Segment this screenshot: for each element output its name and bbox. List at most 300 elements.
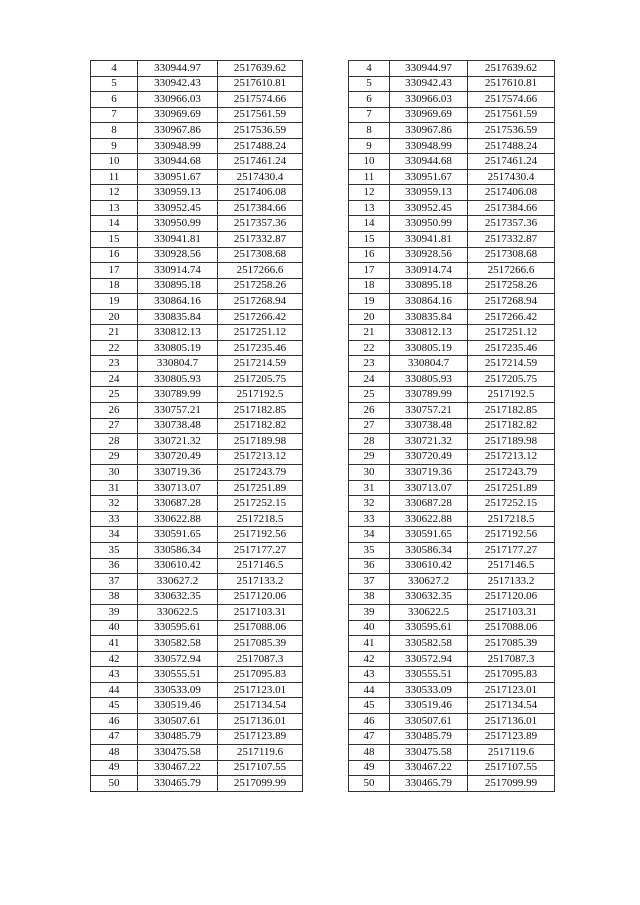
x-coordinate-cell: 330805.19 <box>138 340 218 356</box>
y-coordinate-cell: 2517332.87 <box>468 232 555 248</box>
table-row <box>349 200 555 216</box>
point-number-cell: 16 <box>91 247 138 263</box>
table-row <box>349 480 555 496</box>
point-number-cell: 25 <box>349 387 390 403</box>
y-coordinate-cell: 2517099.99 <box>218 776 303 792</box>
x-coordinate-cell: 330967.86 <box>390 123 468 139</box>
x-coordinate-cell: 330595.61 <box>138 620 218 636</box>
point-number-cell: 30 <box>91 465 138 481</box>
y-coordinate-cell: 2517192.56 <box>218 527 303 543</box>
x-coordinate-cell: 330627.2 <box>138 574 218 590</box>
x-coordinate-cell: 330812.13 <box>390 325 468 341</box>
y-coordinate-cell: 2517087.3 <box>468 651 555 667</box>
y-coordinate-cell: 2517252.15 <box>218 496 303 512</box>
table-row <box>91 620 303 636</box>
table-row <box>91 185 303 201</box>
point-number-cell: 15 <box>349 232 390 248</box>
point-number-cell: 45 <box>91 698 138 714</box>
x-coordinate-cell: 330952.45 <box>138 200 218 216</box>
point-number-cell: 8 <box>349 123 390 139</box>
table-row <box>349 232 555 248</box>
x-coordinate-cell: 330582.58 <box>138 636 218 652</box>
x-coordinate-cell: 330951.67 <box>390 169 468 185</box>
x-coordinate-cell: 330942.43 <box>390 76 468 92</box>
y-coordinate-cell: 2517561.59 <box>218 107 303 123</box>
x-coordinate-cell: 330572.94 <box>138 651 218 667</box>
x-coordinate-cell: 330895.18 <box>390 278 468 294</box>
y-coordinate-cell: 2517243.79 <box>218 465 303 481</box>
x-coordinate-cell: 330941.81 <box>390 232 468 248</box>
x-coordinate-cell: 330928.56 <box>138 247 218 263</box>
x-coordinate-cell: 330485.79 <box>390 729 468 745</box>
y-coordinate-cell: 2517384.66 <box>468 200 555 216</box>
x-coordinate-cell: 330533.09 <box>138 682 218 698</box>
point-number-cell: 6 <box>349 92 390 108</box>
y-coordinate-cell: 2517119.6 <box>468 745 555 761</box>
table-row <box>349 61 555 77</box>
x-coordinate-cell: 330757.21 <box>390 403 468 419</box>
table-row <box>91 574 303 590</box>
x-coordinate-cell: 330595.61 <box>390 620 468 636</box>
table-row <box>349 356 555 372</box>
y-coordinate-cell: 2517561.59 <box>468 107 555 123</box>
x-coordinate-cell: 330914.74 <box>390 263 468 279</box>
y-coordinate-cell: 2517235.46 <box>468 340 555 356</box>
y-coordinate-cell: 2517251.89 <box>468 480 555 496</box>
point-number-cell: 39 <box>91 605 138 621</box>
table-row <box>91 309 303 325</box>
table-row <box>349 760 555 776</box>
point-number-cell: 29 <box>91 449 138 465</box>
table-row <box>91 340 303 356</box>
table-row <box>349 465 555 481</box>
y-coordinate-cell: 2517258.26 <box>218 278 303 294</box>
x-coordinate-cell: 330950.99 <box>390 216 468 232</box>
table-row <box>349 76 555 92</box>
x-coordinate-cell: 330967.86 <box>138 123 218 139</box>
point-number-cell: 11 <box>91 169 138 185</box>
y-coordinate-cell: 2517119.6 <box>218 745 303 761</box>
x-coordinate-cell: 330632.35 <box>138 589 218 605</box>
table-row <box>349 154 555 170</box>
point-number-cell: 8 <box>91 123 138 139</box>
y-coordinate-cell: 2517107.55 <box>218 760 303 776</box>
x-coordinate-cell: 330721.32 <box>138 434 218 450</box>
x-coordinate-cell: 330591.65 <box>390 527 468 543</box>
y-coordinate-cell: 2517488.24 <box>218 138 303 154</box>
x-coordinate-cell: 330948.99 <box>138 138 218 154</box>
table-row <box>349 387 555 403</box>
x-coordinate-cell: 330804.7 <box>138 356 218 372</box>
x-coordinate-cell: 330757.21 <box>138 403 218 419</box>
y-coordinate-cell: 2517123.01 <box>218 682 303 698</box>
y-coordinate-cell: 2517536.59 <box>468 123 555 139</box>
y-coordinate-cell: 2517610.81 <box>218 76 303 92</box>
x-coordinate-cell: 330713.07 <box>390 480 468 496</box>
x-coordinate-cell: 330805.19 <box>390 340 468 356</box>
point-number-cell: 41 <box>91 636 138 652</box>
x-coordinate-cell: 330951.67 <box>138 169 218 185</box>
y-coordinate-cell: 2517134.54 <box>468 698 555 714</box>
table-row <box>349 123 555 139</box>
y-coordinate-cell: 2517120.06 <box>218 589 303 605</box>
table-row <box>349 574 555 590</box>
point-number-cell: 37 <box>349 574 390 590</box>
table-row <box>91 449 303 465</box>
point-number-cell: 5 <box>349 76 390 92</box>
y-coordinate-cell: 2517266.42 <box>218 309 303 325</box>
x-coordinate-cell: 330586.34 <box>138 542 218 558</box>
x-coordinate-cell: 330966.03 <box>390 92 468 108</box>
x-coordinate-cell: 330944.68 <box>138 154 218 170</box>
x-coordinate-cell: 330610.42 <box>138 558 218 574</box>
y-coordinate-cell: 2517182.85 <box>468 403 555 419</box>
x-coordinate-cell: 330572.94 <box>390 651 468 667</box>
table-row <box>349 667 555 683</box>
table-row <box>91 154 303 170</box>
x-coordinate-cell: 330948.99 <box>390 138 468 154</box>
y-coordinate-cell: 2517266.6 <box>218 263 303 279</box>
table-row <box>91 403 303 419</box>
point-number-cell: 50 <box>349 776 390 792</box>
table-row <box>349 729 555 745</box>
y-coordinate-cell: 2517308.68 <box>218 247 303 263</box>
point-number-cell: 22 <box>349 340 390 356</box>
table-row <box>91 760 303 776</box>
point-number-cell: 34 <box>91 527 138 543</box>
y-coordinate-cell: 2517268.94 <box>468 294 555 310</box>
x-coordinate-cell: 330586.34 <box>390 542 468 558</box>
point-number-cell: 33 <box>91 511 138 527</box>
point-number-cell: 4 <box>91 61 138 77</box>
table-row <box>91 745 303 761</box>
y-coordinate-cell: 2517123.01 <box>468 682 555 698</box>
point-number-cell: 38 <box>91 589 138 605</box>
x-coordinate-cell: 330622.5 <box>138 605 218 621</box>
x-coordinate-cell: 330555.51 <box>390 667 468 683</box>
point-number-cell: 22 <box>91 340 138 356</box>
table-row <box>91 232 303 248</box>
y-coordinate-cell: 2517461.24 <box>218 154 303 170</box>
table-row <box>349 698 555 714</box>
point-number-cell: 48 <box>91 745 138 761</box>
point-number-cell: 39 <box>349 605 390 621</box>
x-coordinate-cell: 330969.69 <box>138 107 218 123</box>
x-coordinate-cell: 330721.32 <box>390 434 468 450</box>
x-coordinate-cell: 330465.79 <box>390 776 468 792</box>
table-row <box>91 263 303 279</box>
x-coordinate-cell: 330914.74 <box>138 263 218 279</box>
point-number-cell: 44 <box>349 682 390 698</box>
y-coordinate-cell: 2517123.89 <box>218 729 303 745</box>
x-coordinate-cell: 330555.51 <box>138 667 218 683</box>
point-number-cell: 12 <box>91 185 138 201</box>
x-coordinate-cell: 330507.61 <box>138 713 218 729</box>
x-coordinate-cell: 330622.88 <box>390 511 468 527</box>
y-coordinate-cell: 2517213.12 <box>468 449 555 465</box>
point-number-cell: 44 <box>91 682 138 698</box>
point-number-cell: 27 <box>91 418 138 434</box>
table-row <box>91 200 303 216</box>
point-number-cell: 5 <box>91 76 138 92</box>
x-coordinate-cell: 330519.46 <box>138 698 218 714</box>
x-coordinate-cell: 330720.49 <box>138 449 218 465</box>
y-coordinate-cell: 2517268.94 <box>218 294 303 310</box>
x-coordinate-cell: 330969.69 <box>390 107 468 123</box>
table-row <box>349 247 555 263</box>
x-coordinate-cell: 330582.58 <box>390 636 468 652</box>
point-number-cell: 48 <box>349 745 390 761</box>
y-coordinate-cell: 2517461.24 <box>468 154 555 170</box>
y-coordinate-cell: 2517258.26 <box>468 278 555 294</box>
table-row <box>91 371 303 387</box>
point-number-cell: 43 <box>349 667 390 683</box>
y-coordinate-cell: 2517182.85 <box>218 403 303 419</box>
y-coordinate-cell: 2517266.6 <box>468 263 555 279</box>
table-row <box>91 247 303 263</box>
point-number-cell: 31 <box>91 480 138 496</box>
point-number-cell: 16 <box>349 247 390 263</box>
point-number-cell: 50 <box>91 776 138 792</box>
table-row <box>349 185 555 201</box>
y-coordinate-cell: 2517133.2 <box>218 574 303 590</box>
y-coordinate-cell: 2517107.55 <box>468 760 555 776</box>
y-coordinate-cell: 2517214.59 <box>218 356 303 372</box>
y-coordinate-cell: 2517308.68 <box>468 247 555 263</box>
x-coordinate-cell: 330719.36 <box>138 465 218 481</box>
table-row <box>349 496 555 512</box>
table-row <box>91 61 303 77</box>
table-row <box>91 325 303 341</box>
table-row <box>349 636 555 652</box>
point-number-cell: 11 <box>349 169 390 185</box>
point-number-cell: 26 <box>91 403 138 419</box>
table-row <box>91 558 303 574</box>
point-number-cell: 13 <box>91 200 138 216</box>
x-coordinate-cell: 330959.13 <box>390 185 468 201</box>
point-number-cell: 7 <box>349 107 390 123</box>
point-number-cell: 47 <box>91 729 138 745</box>
x-coordinate-cell: 330475.58 <box>138 745 218 761</box>
table-row <box>349 589 555 605</box>
table-row <box>349 620 555 636</box>
point-number-cell: 28 <box>349 434 390 450</box>
x-coordinate-cell: 330952.45 <box>390 200 468 216</box>
table-row <box>349 325 555 341</box>
y-coordinate-cell: 2517177.27 <box>218 542 303 558</box>
table-row <box>91 667 303 683</box>
x-coordinate-cell: 330610.42 <box>390 558 468 574</box>
table-row <box>91 527 303 543</box>
point-number-cell: 17 <box>91 263 138 279</box>
y-coordinate-cell: 2517251.12 <box>218 325 303 341</box>
table-row <box>349 713 555 729</box>
x-coordinate-cell: 330632.35 <box>390 589 468 605</box>
point-number-cell: 9 <box>91 138 138 154</box>
table-row <box>91 713 303 729</box>
x-coordinate-cell: 330591.65 <box>138 527 218 543</box>
y-coordinate-cell: 2517182.82 <box>468 418 555 434</box>
y-coordinate-cell: 2517095.83 <box>468 667 555 683</box>
point-number-cell: 45 <box>349 698 390 714</box>
x-coordinate-cell: 330928.56 <box>390 247 468 263</box>
point-number-cell: 19 <box>349 294 390 310</box>
y-coordinate-cell: 2517177.27 <box>468 542 555 558</box>
y-coordinate-cell: 2517192.5 <box>468 387 555 403</box>
x-coordinate-cell: 330687.28 <box>138 496 218 512</box>
point-number-cell: 19 <box>91 294 138 310</box>
y-coordinate-cell: 2517218.5 <box>468 511 555 527</box>
x-coordinate-cell: 330507.61 <box>390 713 468 729</box>
y-coordinate-cell: 2517087.3 <box>218 651 303 667</box>
point-number-cell: 31 <box>349 480 390 496</box>
y-coordinate-cell: 2517639.62 <box>468 61 555 77</box>
coordinate-table-left-body <box>91 61 303 792</box>
table-row <box>349 403 555 419</box>
x-coordinate-cell: 330944.97 <box>138 61 218 77</box>
x-coordinate-cell: 330533.09 <box>390 682 468 698</box>
table-row <box>91 418 303 434</box>
point-number-cell: 35 <box>349 542 390 558</box>
point-number-cell: 9 <box>349 138 390 154</box>
point-number-cell: 23 <box>349 356 390 372</box>
y-coordinate-cell: 2517610.81 <box>468 76 555 92</box>
table-row <box>91 92 303 108</box>
point-number-cell: 28 <box>91 434 138 450</box>
y-coordinate-cell: 2517189.98 <box>468 434 555 450</box>
point-number-cell: 21 <box>91 325 138 341</box>
y-coordinate-cell: 2517357.36 <box>468 216 555 232</box>
x-coordinate-cell: 330805.93 <box>138 371 218 387</box>
point-number-cell: 24 <box>91 371 138 387</box>
y-coordinate-cell: 2517251.89 <box>218 480 303 496</box>
x-coordinate-cell: 330789.99 <box>138 387 218 403</box>
table-row <box>91 434 303 450</box>
y-coordinate-cell: 2517134.54 <box>218 698 303 714</box>
y-coordinate-cell: 2517639.62 <box>218 61 303 77</box>
point-number-cell: 12 <box>349 185 390 201</box>
point-number-cell: 23 <box>91 356 138 372</box>
y-coordinate-cell: 2517123.89 <box>468 729 555 745</box>
x-coordinate-cell: 330720.49 <box>390 449 468 465</box>
y-coordinate-cell: 2517136.01 <box>218 713 303 729</box>
y-coordinate-cell: 2517357.36 <box>218 216 303 232</box>
point-number-cell: 10 <box>349 154 390 170</box>
point-number-cell: 13 <box>349 200 390 216</box>
table-row <box>91 776 303 792</box>
x-coordinate-cell: 330864.16 <box>390 294 468 310</box>
y-coordinate-cell: 2517146.5 <box>468 558 555 574</box>
point-number-cell: 30 <box>349 465 390 481</box>
coordinate-table-left <box>90 60 303 792</box>
table-row <box>349 92 555 108</box>
table-row <box>91 465 303 481</box>
table-row <box>91 511 303 527</box>
y-coordinate-cell: 2517189.98 <box>218 434 303 450</box>
table-row <box>349 745 555 761</box>
x-coordinate-cell: 330738.48 <box>390 418 468 434</box>
table-row <box>349 371 555 387</box>
table-row <box>349 418 555 434</box>
table-row <box>91 496 303 512</box>
table-row <box>349 216 555 232</box>
y-coordinate-cell: 2517136.01 <box>468 713 555 729</box>
point-number-cell: 10 <box>91 154 138 170</box>
x-coordinate-cell: 330944.68 <box>390 154 468 170</box>
x-coordinate-cell: 330942.43 <box>138 76 218 92</box>
point-number-cell: 14 <box>349 216 390 232</box>
y-coordinate-cell: 2517243.79 <box>468 465 555 481</box>
point-number-cell: 42 <box>349 651 390 667</box>
table-row <box>349 682 555 698</box>
table-row <box>349 605 555 621</box>
table-row <box>91 636 303 652</box>
table-row <box>91 76 303 92</box>
point-number-cell: 42 <box>91 651 138 667</box>
x-coordinate-cell: 330719.36 <box>390 465 468 481</box>
table-row <box>349 449 555 465</box>
x-coordinate-cell: 330738.48 <box>138 418 218 434</box>
y-coordinate-cell: 2517099.99 <box>468 776 555 792</box>
y-coordinate-cell: 2517266.42 <box>468 309 555 325</box>
y-coordinate-cell: 2517251.12 <box>468 325 555 341</box>
table-row <box>91 698 303 714</box>
y-coordinate-cell: 2517120.06 <box>468 589 555 605</box>
point-number-cell: 49 <box>349 760 390 776</box>
y-coordinate-cell: 2517146.5 <box>218 558 303 574</box>
y-coordinate-cell: 2517430.4 <box>218 169 303 185</box>
y-coordinate-cell: 2517088.06 <box>218 620 303 636</box>
y-coordinate-cell: 2517205.75 <box>468 371 555 387</box>
table-row <box>349 340 555 356</box>
table-row <box>349 434 555 450</box>
table-row <box>349 263 555 279</box>
x-coordinate-cell: 330627.2 <box>390 574 468 590</box>
point-number-cell: 25 <box>91 387 138 403</box>
x-coordinate-cell: 330812.13 <box>138 325 218 341</box>
point-number-cell: 4 <box>349 61 390 77</box>
point-number-cell: 14 <box>91 216 138 232</box>
table-row <box>349 169 555 185</box>
table-row <box>349 309 555 325</box>
y-coordinate-cell: 2517088.06 <box>468 620 555 636</box>
point-number-cell: 24 <box>349 371 390 387</box>
table-row <box>91 480 303 496</box>
point-number-cell: 40 <box>349 620 390 636</box>
table-row <box>91 589 303 605</box>
coordinate-table-right-body <box>349 61 555 792</box>
x-coordinate-cell: 330467.22 <box>390 760 468 776</box>
x-coordinate-cell: 330950.99 <box>138 216 218 232</box>
x-coordinate-cell: 330944.97 <box>390 61 468 77</box>
y-coordinate-cell: 2517406.08 <box>468 185 555 201</box>
table-row <box>349 527 555 543</box>
table-row <box>349 542 555 558</box>
table-row <box>91 729 303 745</box>
point-number-cell: 36 <box>349 558 390 574</box>
x-coordinate-cell: 330622.5 <box>390 605 468 621</box>
y-coordinate-cell: 2517182.82 <box>218 418 303 434</box>
y-coordinate-cell: 2517384.66 <box>218 200 303 216</box>
x-coordinate-cell: 330804.7 <box>390 356 468 372</box>
table-row <box>349 558 555 574</box>
x-coordinate-cell: 330941.81 <box>138 232 218 248</box>
table-row <box>91 123 303 139</box>
table-row <box>91 605 303 621</box>
x-coordinate-cell: 330465.79 <box>138 776 218 792</box>
point-number-cell: 21 <box>349 325 390 341</box>
point-number-cell: 15 <box>91 232 138 248</box>
